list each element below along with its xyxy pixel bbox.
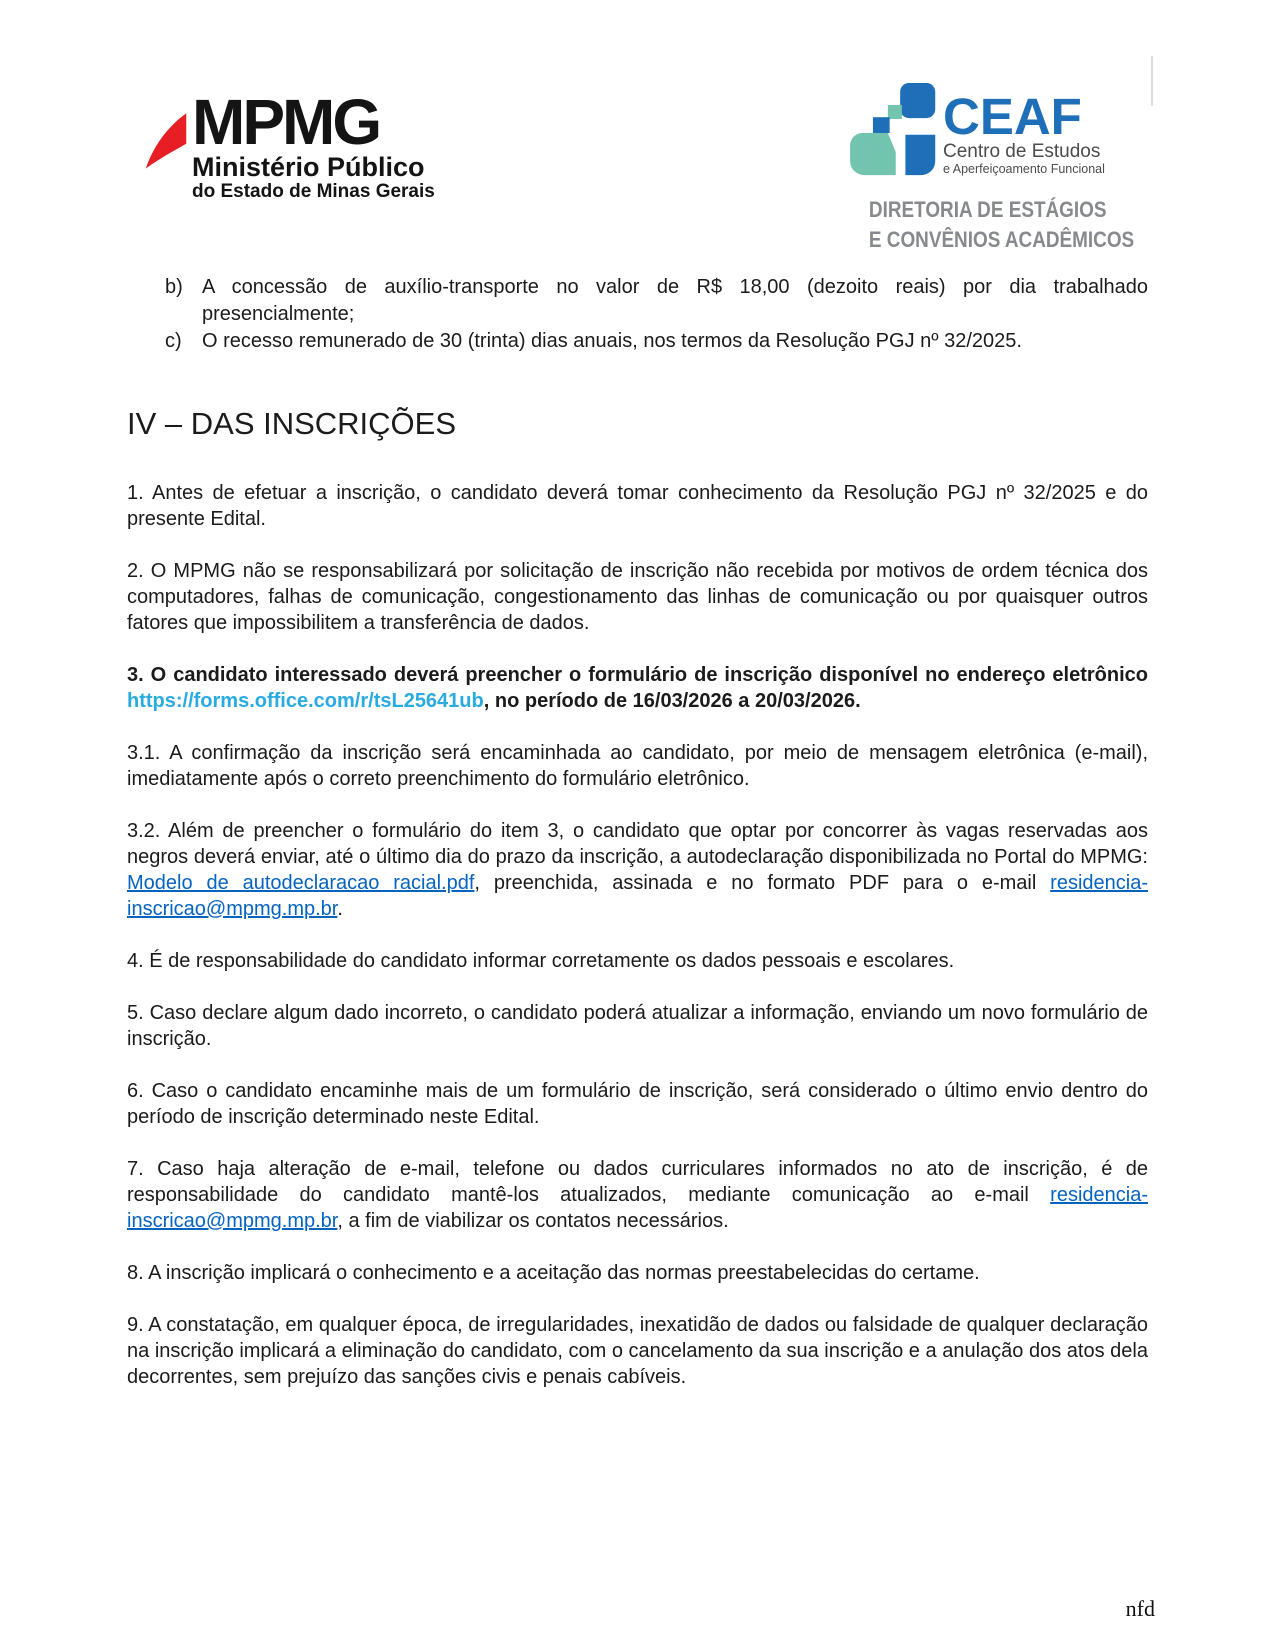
footer-initials: nfd	[1125, 1596, 1155, 1621]
ceaf-logo-text	[943, 88, 1105, 176]
hyperlink[interactable]: residencia-inscricao@mpmg.mp.br	[127, 872, 1148, 920]
paragraph-3	[127, 662, 1148, 714]
list-item-text: O recesso remunerado de 30 (trinta) dias anuais, nos termos da Resolução PGJ nº 32/2025.	[202, 330, 1022, 352]
hyperlink[interactable]: Modelo de autodeclaracao racial.pdf	[127, 872, 475, 894]
list-item	[127, 274, 1148, 328]
document-body	[0, 274, 1275, 1390]
hyperlink[interactable]: https://forms.office.com/r/tsL25641ub	[127, 690, 484, 712]
mpmg-sail-icon	[143, 111, 189, 176]
ceaf-acronym: CEAF	[943, 88, 1082, 145]
list-item-marker: c)	[165, 330, 182, 352]
page-header	[0, 0, 1275, 252]
paragraph-8: 8. A inscrição implicará o conhecimento e a aceitação das normas preestabelecidas do certame.	[127, 1262, 980, 1284]
paragraph-9: 9. A constatação, em qualquer época, de irregularidades, inexatidão de dados ou falsidade de qualquer declaração na inscrição implicará a eliminação do candidato, com o cancelamento da sua inscrição e a anulação dos atos dela decorrentes, sem prejuízo das sanções civis e penais cabíveis.	[127, 1314, 1148, 1388]
ceaf-c-icon	[850, 83, 938, 181]
ceaf-subtitle-1: Centro de Estudos	[943, 141, 1101, 162]
text-segment: .	[337, 898, 343, 920]
list-item-text: A concessão de auxílio-transporte no valor de R$ 18,00 (dezoito reais) por dia trabalhado presencialmente;	[202, 276, 1148, 325]
paragraph-7	[127, 1156, 1148, 1234]
benefit-list	[127, 274, 1148, 355]
list-item	[127, 328, 1148, 355]
text-segment: , a fim de viabilizar os contatos necessários.	[337, 1210, 729, 1232]
list-item-marker: b)	[165, 276, 183, 298]
mpmg-acronym: MPMG	[192, 86, 380, 158]
paragraph-5: 5. Caso declare algum dado incorreto, o candidato poderá atualizar a informação, enviando um novo formulário de inscrição.	[127, 1002, 1148, 1050]
paragraph-4: 4. É de responsabilidade do candidato informar corretamente os dados pessoais e escolares.	[127, 950, 955, 972]
mpmg-logo	[143, 86, 435, 202]
scan-line-artifact	[1151, 56, 1153, 106]
ceaf-logo-block	[850, 83, 1135, 255]
paragraph-3-2	[127, 818, 1148, 922]
text-segment: 3. O candidato interessado deverá preencher o formulário de inscrição disponível no endereço eletrônico	[127, 664, 1148, 686]
mpmg-subtitle-1: Ministério Público	[192, 152, 425, 182]
paragraph-3-1: 3.1. A confirmação da inscrição será encaminhada ao candidato, por meio de mensagem eletrônica (e-mail), imediatamente após o correto preenchimento do formulário eletrônico.	[127, 742, 1148, 790]
ceaf-department-line-2: E CONVÊNIOS ACADÊMICOS	[868, 227, 1135, 252]
text-segment: 3.2. Além de preencher o formulário do item 3, o candidato que optar por concorrer às vagas reservadas aos negros deverá enviar, até o último dia do prazo da inscrição, a autodeclaração disponibilizada no Portal do MPMG:	[127, 820, 1148, 868]
ceaf-department	[868, 195, 1135, 255]
mpmg-logo-text	[192, 86, 435, 202]
paragraph-2: 2. O MPMG não se responsabilizará por solicitação de inscrição não recebida por motivos de ordem técnica dos computadores, falhas de comunicação, congestionamento das linhas de comunicação ou por quaisquer outros fatores que impossibilitem a transferência de dados.	[127, 560, 1148, 634]
ceaf-subtitle-2: e Aperfeiçoamento Funcional	[943, 162, 1105, 176]
ceaf-department-line-1: DIRETORIA DE ESTÁGIOS	[868, 197, 1107, 222]
paragraph-6: 6. Caso o candidato encaminhe mais de um formulário de inscrição, será considerado o último envio dentro do período de inscrição determinado neste Edital.	[127, 1080, 1148, 1128]
hyperlink[interactable]: residencia-inscricao@mpmg.mp.br	[127, 1184, 1148, 1232]
text-segment: 7. Caso haja alteração de e-mail, telefone ou dados curriculares informados no ato de inscrição, é de responsabilidade do candidato mantê-los atualizados, mediante comunicação ao e-mail	[127, 1158, 1148, 1206]
section-title: IV – DAS INSCRIÇÕES	[127, 406, 457, 441]
paragraph-1: 1. Antes de efetuar a inscrição, o candidato deverá tomar conhecimento da Resolução PGJ nº 32/2025 e do presente Edital.	[127, 482, 1148, 530]
mpmg-subtitle-2: do Estado de Minas Gerais	[192, 181, 435, 202]
text-segment: , no período de 16/03/2026 a 20/03/2026.	[483, 690, 861, 712]
text-segment: , preenchida, assinada e no formato PDF para o e-mail	[474, 872, 1051, 894]
